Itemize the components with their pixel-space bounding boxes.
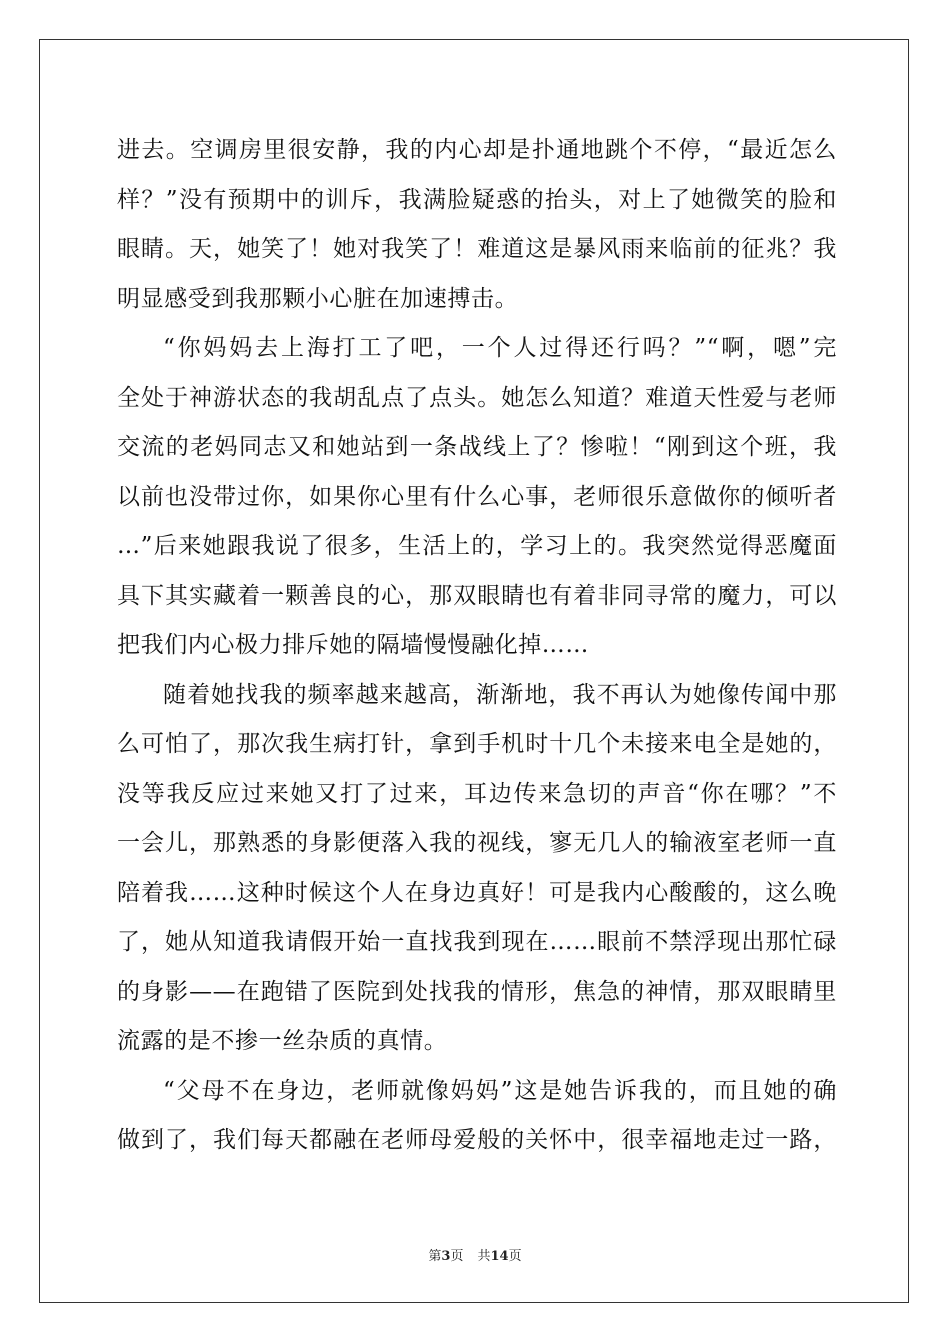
text-line: 的身影——在跑错了医院到处找我的情形，焦急的神情，那双眼睛里 (117, 978, 837, 1005)
page-prefix: 第 (428, 1249, 442, 1264)
paragraph-first-line: 随着她找我的频率越来越高，渐渐地，我不再认为她像传闻中那 (163, 681, 837, 708)
paragraph-first-line: “你妈妈去上海打工了吧，一个人过得还行吗？”“啊，嗯”完 (163, 335, 837, 361)
text-line: 流露的是不掺一丝杂质的真情。 (117, 1028, 448, 1054)
text-line: …”后来她跟我说了很多，生活上的，学习上的。我突然觉得恶魔面 (117, 533, 837, 559)
text-line: 了，她从知道我请假开始一直找我到现在……眼前不禁浮现出那忙碌 (117, 929, 837, 955)
document-body (117, 126, 837, 1166)
text-line: 以前也没带过你，如果你心里有什么心事，老师很乐意做你的倾听者 (117, 483, 837, 510)
text-line: 全处于神游状态的我胡乱点了点头。她怎么知道？难道天性爱与老师 (117, 384, 837, 411)
total-suffix: 页 (508, 1249, 522, 1264)
total-pages: 14 (490, 1249, 509, 1264)
text-line: 明显感受到我那颗小心脏在加速搏击。 (117, 285, 519, 312)
text-line: 做到了，我们每天都融在老师母爱般的关怀中，很幸福地走过一路， (117, 1127, 837, 1153)
text-line: 没等我反应过来她又打了过来，耳边传来急切的声音“你在哪？”不 (117, 780, 837, 807)
text-line: 么可怕了，那次我生病打针，拿到手机时十几个未接来电全是她的， (117, 731, 837, 757)
total-prefix: 共 (477, 1249, 491, 1264)
text-line: 把我们内心极力排斥她的隔墙慢慢融化掉…… (117, 632, 589, 658)
paragraph-first-line: “父母不在身边，老师就像妈妈”这是她告诉我的，而且她的确 (163, 1077, 837, 1104)
page-suffix: 页 (450, 1249, 464, 1264)
text-line: 陪着我……这种时候这个人在身边真好！可是我内心酸酸的，这么晚 (117, 879, 837, 906)
text-line: 具下其实藏着一颗善良的心，那双眼睛也有着非同寻常的魔力，可以 (117, 582, 837, 609)
page-number: 3 (441, 1249, 451, 1264)
text-line: 样？”没有预期中的训斥，我满脸疑惑的抬头，对上了她微笑的脸和 (117, 186, 837, 213)
text-line: 进去。空调房里很安静，我的内心却是扑通地跳个不停，“最近怎么 (117, 137, 837, 163)
text-line: 交流的老妈同志又和她站到一条战线上了？惨啦！“刚到这个班，我 (117, 434, 837, 460)
text-line: 眼睛。天，她笑了！她对我笑了！难道这是暴风雨来临前的征兆？我 (117, 236, 837, 262)
text-line: 一会儿，那熟悉的身影便落入我的视线，寥无几人的输液室老师一直 (117, 830, 837, 856)
page-footer (0, 1248, 950, 1266)
